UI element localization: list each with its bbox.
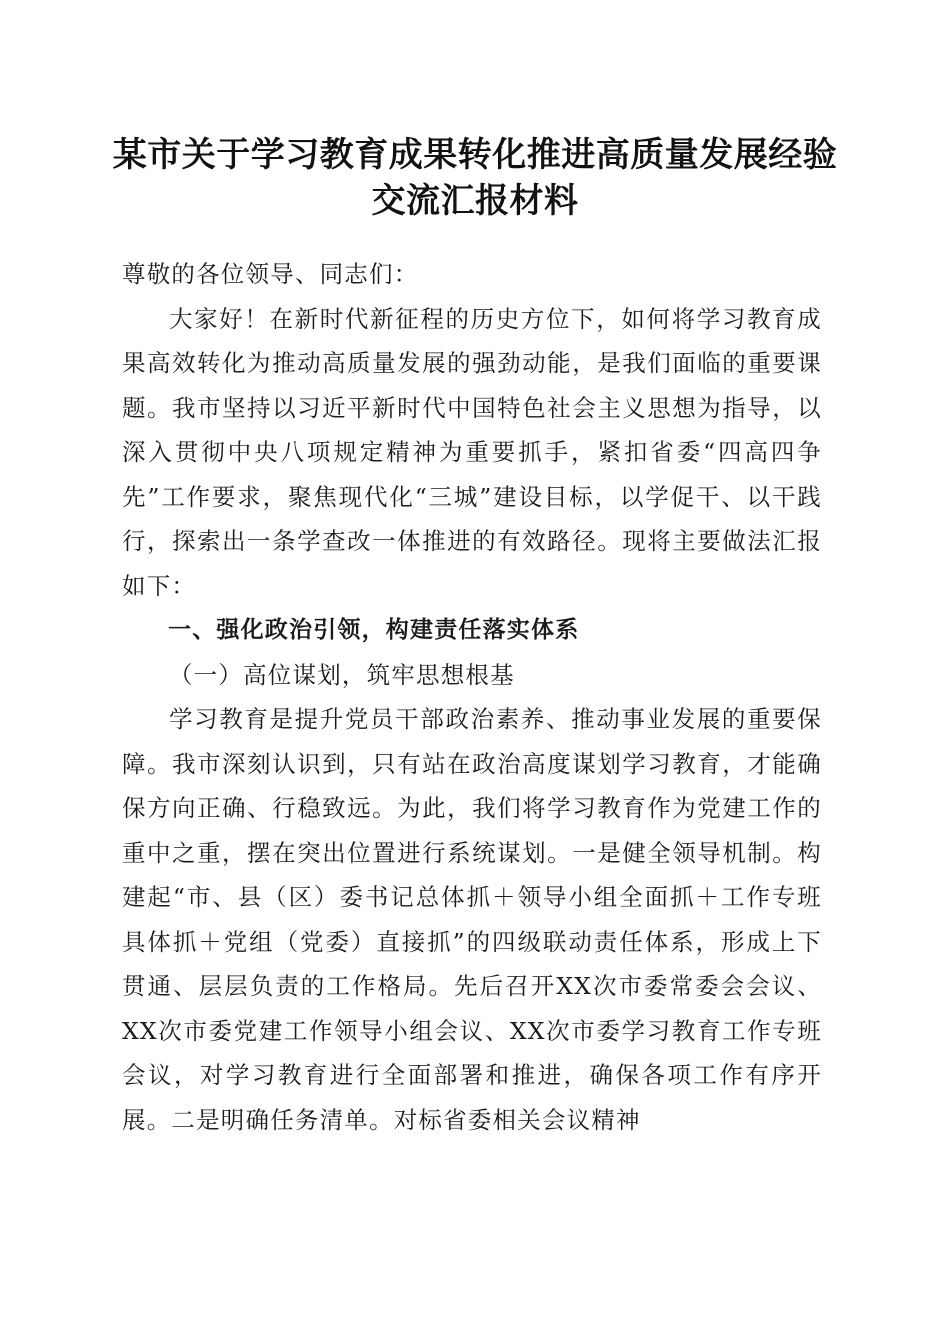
subsection-heading: （一）高位谋划，筑牢思想根基	[169, 660, 515, 689]
intro-paragraph: 大家好！在新时代新征程的历史方位下，如何将学习教育成果高效转化为推动高质量发展的强劲动能，是我们面临的重要课题。我市坚持以习近平新时代中国特色社会主义思想为指导，以深入贯彻中央八项规定精神为重要抓手，紧扣省委“四高四争先”工作要求，聚焦现代化“三城”建设目标，以学促干、以干践行，探索出一条学查改一体推进的有效路径。现将主要做法汇报如下：	[122, 304, 822, 600]
salutation: 尊敬的各位领导、同志们：	[122, 260, 419, 288]
section-heading: 一、强化政治引领，构建责任落实体系	[168, 617, 580, 643]
document-title: 某市关于学习教育成果转化推进高质量发展经验交流汇报材料	[112, 135, 838, 221]
document-body	[122, 252, 822, 1142]
section-paragraph: 学习教育是提升党员干部政治素养、推动事业发展的重要保障。我市深刻认识到，只有站在政治高度谋划学习教育，才能确保方向正确、行稳致远。为此，我们将学习教育作为党建工作的重中之重，摆在突出位置进行系统谋划。一是健全领导机制。构建起“市、县（区）委书记总体抓＋领导小组全面抓＋工作专班具体抓＋党组（党委）直接抓”的四级联动责任体系，形成上下贯通、层层负责的工作格局。先后召开XX次市委常委会会议、XX次市委党建工作领导小组会议、XX次市委学习教育工作专班会议，对学习教育进行全面部署和推进，确保各项工作有序开展。二是明确任务清单。对标省委相关会议精神	[122, 705, 822, 1134]
